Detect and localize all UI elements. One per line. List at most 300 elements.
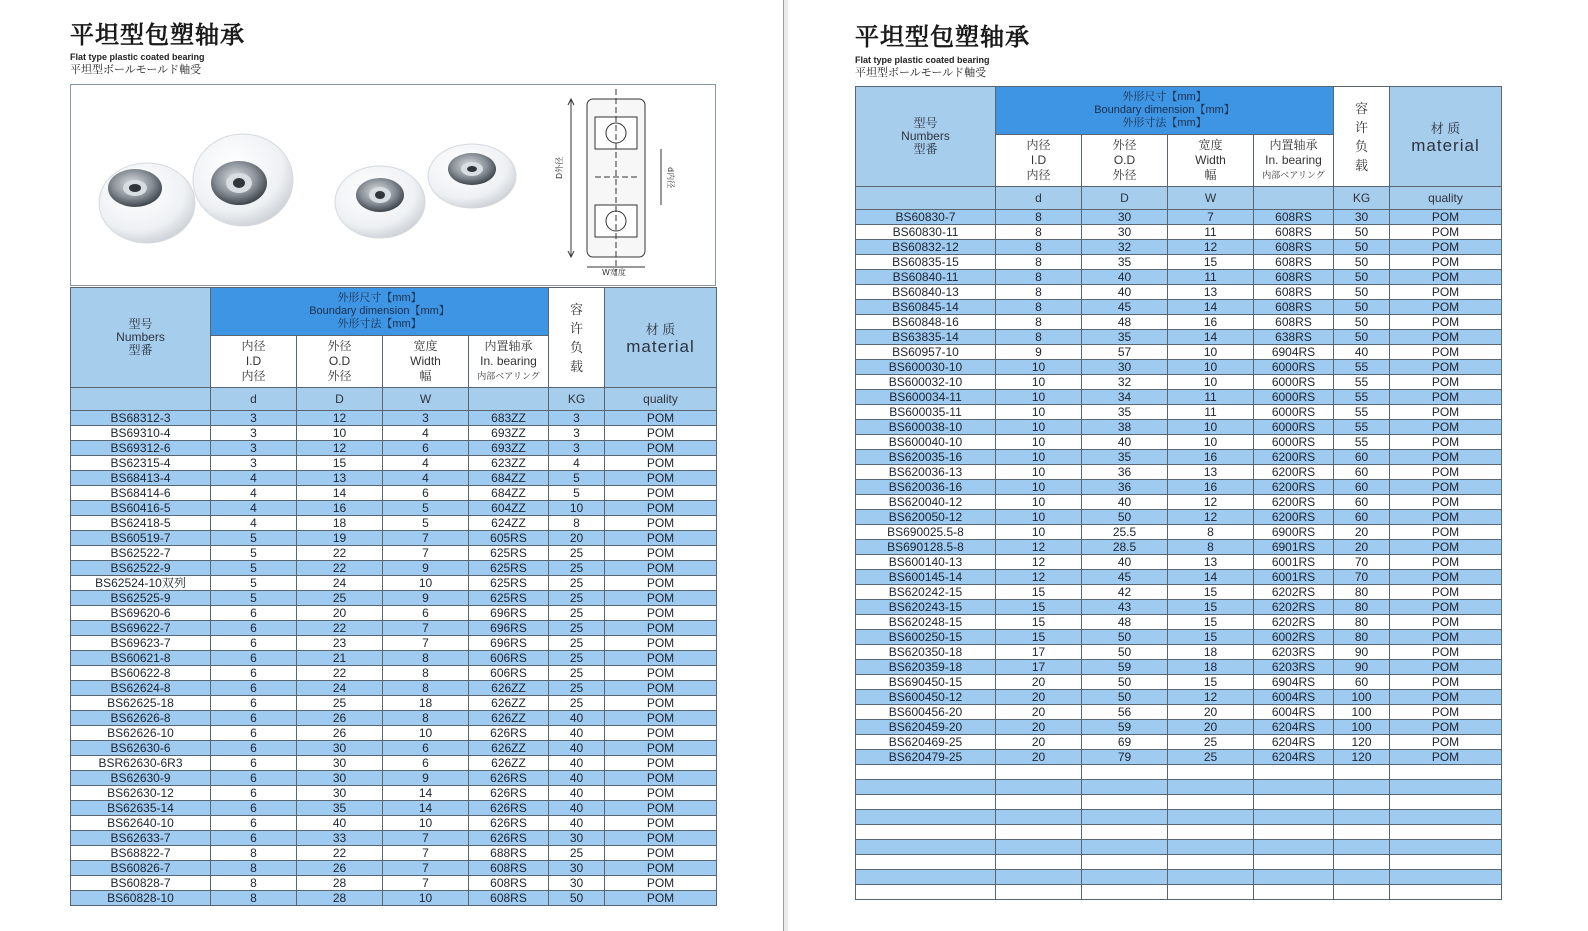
inner-bearing-cell: 6904RS: [1254, 675, 1334, 690]
width-cell: 11: [1168, 270, 1254, 285]
load-kg-cell: 25: [549, 696, 605, 711]
outer-diameter-cell: 32: [1082, 375, 1168, 390]
inner-bearing-cell: 626RS: [469, 801, 549, 816]
empty-table-row: [856, 780, 1502, 795]
material-cell: POM: [605, 711, 717, 726]
material-cell: POM: [605, 861, 717, 876]
outer-diameter-cell: 24: [297, 576, 383, 591]
inner-bearing-cell: 625RS: [469, 546, 549, 561]
empty-cell: [856, 825, 996, 840]
unit-W: W: [383, 388, 469, 411]
inner-bearing-cell: 6202RS: [1254, 585, 1334, 600]
inner-diameter-cell: 5: [211, 561, 297, 576]
empty-cell: [856, 795, 996, 810]
width-cell: 10: [1168, 345, 1254, 360]
empty-cell: [1390, 765, 1502, 780]
load-kg-cell: 20: [1334, 540, 1390, 555]
inner-diameter-cell: 12: [996, 570, 1082, 585]
model-number-cell: BS690450-15: [856, 675, 996, 690]
material-cell: POM: [605, 651, 717, 666]
empty-cell: [1082, 810, 1168, 825]
width-cell: 15: [1168, 615, 1254, 630]
outer-diameter-cell: 30: [1082, 225, 1168, 240]
load-kg-cell: 30: [1334, 210, 1390, 225]
model-number-cell: BS68414-6: [71, 486, 211, 501]
inner-bearing-cell: 684ZZ: [469, 486, 549, 501]
table-row: [71, 546, 717, 561]
outer-diameter-cell: 50: [1082, 675, 1168, 690]
width-cell: 8: [1168, 525, 1254, 540]
load-kg-cell: 5: [549, 471, 605, 486]
outer-diameter-cell: 40: [1082, 435, 1168, 450]
inner-diameter-cell: 6: [211, 651, 297, 666]
empty-table-row: [856, 810, 1502, 825]
model-number-cell: BS620036-16: [856, 480, 996, 495]
empty-cell: [1082, 780, 1168, 795]
model-number-cell: BS600250-15: [856, 630, 996, 645]
table-row: [71, 741, 717, 756]
outer-diameter-cell: 24: [297, 681, 383, 696]
table-row: [856, 555, 1502, 570]
material-cell: POM: [1390, 255, 1502, 270]
load-kg-cell: 10: [549, 501, 605, 516]
inner-diameter-cell: 6: [211, 696, 297, 711]
table-row: [856, 750, 1502, 765]
outer-diameter-cell: 36: [1082, 465, 1168, 480]
empty-cell: [1390, 840, 1502, 855]
unit-blank: [71, 388, 211, 411]
inner-diameter-cell: 20: [996, 690, 1082, 705]
inner-diameter-cell: 10: [996, 420, 1082, 435]
inner-bearing-cell: 6202RS: [1254, 600, 1334, 615]
table-row: [856, 480, 1502, 495]
table-row: [856, 345, 1502, 360]
empty-table-row: [856, 795, 1502, 810]
material-cell: POM: [605, 636, 717, 651]
table-row: [856, 525, 1502, 540]
empty-cell: [1254, 870, 1334, 885]
empty-cell: [1390, 810, 1502, 825]
material-cell: POM: [1390, 660, 1502, 675]
outer-diameter-cell: 30: [297, 756, 383, 771]
material-cell: POM: [605, 426, 717, 441]
empty-cell: [1254, 810, 1334, 825]
empty-cell: [1390, 870, 1502, 885]
inner-bearing-cell: 6204RS: [1254, 735, 1334, 750]
material-cell: POM: [1390, 525, 1502, 540]
inner-bearing-cell: 638RS: [1254, 330, 1334, 345]
empty-cell: [1082, 870, 1168, 885]
width-cell: 10: [383, 726, 469, 741]
width-cell: 8: [383, 666, 469, 681]
model-number-cell: BS620248-15: [856, 615, 996, 630]
material-cell: POM: [1390, 300, 1502, 315]
width-cell: 12: [1168, 510, 1254, 525]
unit-quality: quality: [605, 388, 717, 411]
width-cell: 4: [383, 426, 469, 441]
outer-diameter-cell: 35: [1082, 330, 1168, 345]
width-cell: 18: [1168, 660, 1254, 675]
material-cell: POM: [1390, 630, 1502, 645]
model-number-cell: BS60830-7: [856, 210, 996, 225]
width-cell: 20: [1168, 705, 1254, 720]
table-row: [71, 801, 717, 816]
load-kg-cell: 3: [549, 426, 605, 441]
outer-diameter-cell: 30: [297, 786, 383, 801]
load-kg-cell: 25: [549, 561, 605, 576]
inner-bearing-cell: 626RS: [469, 771, 549, 786]
unit-W: W: [1168, 187, 1254, 210]
inner-bearing-cell: 624ZZ: [469, 516, 549, 531]
outer-diameter-cell: 30: [1082, 210, 1168, 225]
outer-diameter-cell: 50: [1082, 630, 1168, 645]
material-cell: POM: [1390, 570, 1502, 585]
empty-cell: [856, 840, 996, 855]
width-cell: 3: [383, 411, 469, 426]
table-row: [856, 585, 1502, 600]
material-cell: POM: [605, 486, 717, 501]
load-kg-cell: 50: [549, 891, 605, 906]
inner-bearing-header: 内置轴承 In. bearing 内部ベアリング: [1254, 135, 1334, 187]
width-cell: 10: [1168, 360, 1254, 375]
inner-bearing-cell: 626RS: [469, 786, 549, 801]
table-row: [856, 225, 1502, 240]
inner-diameter-cell: 6: [211, 666, 297, 681]
load-kg-cell: 30: [549, 831, 605, 846]
inner-diameter-cell: 8: [996, 225, 1082, 240]
width-cell: 7: [383, 636, 469, 651]
load-kg-cell: 40: [549, 711, 605, 726]
inner-diameter-cell: 15: [996, 585, 1082, 600]
width-cell: 15: [1168, 585, 1254, 600]
outer-diameter-cell: 30: [297, 741, 383, 756]
table-row: [856, 330, 1502, 345]
outer-diameter-cell: 23: [297, 636, 383, 651]
width-cell: 8: [383, 711, 469, 726]
outer-diameter-cell: 35: [1082, 450, 1168, 465]
model-number-cell: BS600034-11: [856, 390, 996, 405]
model-number-cell: BS60519-7: [71, 531, 211, 546]
table-row: [856, 630, 1502, 645]
model-number-cell: BS62640-10: [71, 816, 211, 831]
outer-diameter-cell: 40: [1082, 495, 1168, 510]
material-cell: POM: [1390, 225, 1502, 240]
model-number-cell: BS68312-3: [71, 411, 211, 426]
empty-cell: [996, 855, 1082, 870]
material-cell: POM: [605, 786, 717, 801]
table-row: [856, 735, 1502, 750]
boundary-dimension-header: 外形尺寸【mm】 Boundary dimension【mm】 外形寸法【mm】: [996, 87, 1334, 135]
outer-diameter-cell: 28: [297, 876, 383, 891]
product-image-panel: [70, 84, 716, 286]
inner-bearing-cell: 6203RS: [1254, 660, 1334, 675]
table-row: [71, 846, 717, 861]
load-kg-cell: 4: [549, 456, 605, 471]
model-number-cell: BS690128.5-8: [856, 540, 996, 555]
material-cell: POM: [1390, 690, 1502, 705]
material-cell: POM: [1390, 555, 1502, 570]
empty-cell: [1254, 885, 1334, 900]
empty-cell: [1254, 765, 1334, 780]
table-row: [856, 675, 1502, 690]
diagram-label-D: D外径: [555, 156, 564, 179]
table-row: [856, 255, 1502, 270]
load-kg-cell: 25: [549, 621, 605, 636]
inner-bearing-cell: 626RS: [469, 816, 549, 831]
empty-cell: [996, 825, 1082, 840]
diagram-label-W: W宽度: [602, 268, 626, 277]
model-number-cell: BS620243-15: [856, 600, 996, 615]
width-cell: 7: [1168, 210, 1254, 225]
width-cell: 4: [383, 471, 469, 486]
bearing-product-photo: [71, 85, 715, 285]
material-cell: POM: [1390, 645, 1502, 660]
table-row: [71, 771, 717, 786]
load-kg-cell: 20: [549, 531, 605, 546]
material-cell: POM: [1390, 210, 1502, 225]
page-subtitle-japanese: 平坦型ボールモールド軸受: [70, 64, 202, 76]
width-cell: 14: [383, 801, 469, 816]
table-row: [856, 360, 1502, 375]
model-number-cell: BS60826-7: [71, 861, 211, 876]
load-kg-cell: 60: [1334, 675, 1390, 690]
width-cell: 7: [383, 531, 469, 546]
outer-diameter-cell: 35: [297, 801, 383, 816]
empty-cell: [1334, 885, 1390, 900]
material-cell: POM: [605, 441, 717, 456]
material-cell: POM: [1390, 240, 1502, 255]
model-number-cell: BS62626-10: [71, 726, 211, 741]
load-kg-cell: 55: [1334, 390, 1390, 405]
model-number-cell: BS620242-15: [856, 585, 996, 600]
outer-diameter-cell: 22: [297, 846, 383, 861]
outer-diameter-cell: 35: [1082, 405, 1168, 420]
load-kg-cell: 50: [1334, 285, 1390, 300]
load-kg-cell: 50: [1334, 270, 1390, 285]
inner-diameter-cell: 10: [996, 435, 1082, 450]
material-cell: POM: [1390, 510, 1502, 525]
inner-diameter-cell: 6: [211, 621, 297, 636]
outer-diameter-header: 外径 O.D 外径: [297, 336, 383, 388]
table-row: [71, 756, 717, 771]
material-cell: POM: [1390, 600, 1502, 615]
table-row: [856, 435, 1502, 450]
table-row: [71, 456, 717, 471]
load-kg-cell: 20: [1334, 525, 1390, 540]
inner-diameter-cell: 8: [996, 330, 1082, 345]
inner-diameter-cell: 8: [996, 300, 1082, 315]
table-header: [71, 288, 717, 411]
inner-diameter-cell: 10: [996, 405, 1082, 420]
inner-bearing-cell: 608RS: [1254, 240, 1334, 255]
outer-diameter-cell: 18: [297, 516, 383, 531]
material-cell: POM: [1390, 585, 1502, 600]
load-kg-cell: 25: [549, 606, 605, 621]
table-row: [71, 876, 717, 891]
empty-cell: [1082, 840, 1168, 855]
inner-diameter-cell: 6: [211, 726, 297, 741]
model-number-cell: BS62522-9: [71, 561, 211, 576]
empty-table-row: [856, 870, 1502, 885]
outer-diameter-cell: 22: [297, 546, 383, 561]
width-cell: 7: [383, 846, 469, 861]
bearing-wheel-icon: [428, 144, 516, 208]
width-cell: 6: [383, 741, 469, 756]
table-row: [856, 615, 1502, 630]
page-subtitle-english: Flat type plastic coated bearing: [70, 52, 205, 62]
material-cell: POM: [605, 546, 717, 561]
inner-diameter-cell: 8: [996, 240, 1082, 255]
empty-cell: [1254, 795, 1334, 810]
load-kg-cell: 40: [1334, 345, 1390, 360]
outer-diameter-cell: 16: [297, 501, 383, 516]
load-kg-cell: 80: [1334, 585, 1390, 600]
inner-bearing-cell: 6200RS: [1254, 510, 1334, 525]
inner-bearing-cell: 6202RS: [1254, 615, 1334, 630]
width-cell: 10: [1168, 420, 1254, 435]
inner-diameter-cell: 17: [996, 645, 1082, 660]
model-number-cell: BS62633-7: [71, 831, 211, 846]
empty-cell: [996, 810, 1082, 825]
unit-D: D: [297, 388, 383, 411]
outer-diameter-cell: 56: [1082, 705, 1168, 720]
material-cell: POM: [1390, 270, 1502, 285]
inner-diameter-cell: 4: [211, 471, 297, 486]
load-kg-cell: 60: [1334, 510, 1390, 525]
inner-bearing-cell: 684ZZ: [469, 471, 549, 486]
outer-diameter-cell: 14: [297, 486, 383, 501]
inner-bearing-cell: 608RS: [1254, 255, 1334, 270]
inner-bearing-cell: 6000RS: [1254, 375, 1334, 390]
width-cell: 8: [1168, 540, 1254, 555]
outer-diameter-cell: 13: [297, 471, 383, 486]
empty-cell: [996, 765, 1082, 780]
width-cell: 11: [1168, 405, 1254, 420]
table-row: [856, 510, 1502, 525]
inner-bearing-cell: 605RS: [469, 531, 549, 546]
material-cell: POM: [1390, 420, 1502, 435]
material-cell: POM: [605, 666, 717, 681]
inner-diameter-cell: 5: [211, 546, 297, 561]
model-number-cell: BS62525-9: [71, 591, 211, 606]
inner-diameter-cell: 8: [996, 210, 1082, 225]
outer-diameter-cell: 25: [297, 591, 383, 606]
width-cell: 25: [1168, 735, 1254, 750]
table-row: [856, 660, 1502, 675]
material-header: 材 质 material: [605, 288, 717, 388]
inner-bearing-cell: 6204RS: [1254, 750, 1334, 765]
width-cell: 15: [1168, 600, 1254, 615]
table-row: [71, 576, 717, 591]
inner-bearing-cell: 6002RS: [1254, 630, 1334, 645]
width-cell: 15: [1168, 675, 1254, 690]
width-cell: 6: [383, 756, 469, 771]
width-cell: 14: [1168, 300, 1254, 315]
width-cell: 12: [1168, 495, 1254, 510]
empty-cell: [856, 780, 996, 795]
outer-diameter-cell: 57: [1082, 345, 1168, 360]
material-cell: POM: [605, 471, 717, 486]
empty-table-row: [856, 855, 1502, 870]
empty-cell: [996, 780, 1082, 795]
model-number-cell: BS620036-13: [856, 465, 996, 480]
width-cell: 12: [1168, 240, 1254, 255]
model-number-cell: BS63835-14: [856, 330, 996, 345]
empty-table-row: [856, 885, 1502, 900]
bearing-wheel-icon: [193, 134, 293, 226]
model-number-cell: BS62315-4: [71, 456, 211, 471]
load-kg-cell: 100: [1334, 720, 1390, 735]
inner-bearing-cell: 626ZZ: [469, 756, 549, 771]
load-kg-cell: 40: [549, 756, 605, 771]
table-row: [71, 411, 717, 426]
outer-diameter-cell: 43: [1082, 600, 1168, 615]
inner-bearing-cell: 6001RS: [1254, 555, 1334, 570]
material-cell: POM: [605, 531, 717, 546]
empty-cell: [1168, 765, 1254, 780]
outer-diameter-cell: 59: [1082, 660, 1168, 675]
width-cell: 13: [1168, 465, 1254, 480]
load-kg-cell: 90: [1334, 645, 1390, 660]
outer-diameter-cell: 40: [1082, 285, 1168, 300]
table-row: [856, 405, 1502, 420]
material-cell: POM: [605, 726, 717, 741]
inner-bearing-cell: 693ZZ: [469, 426, 549, 441]
outer-diameter-cell: 25: [297, 696, 383, 711]
model-number-cell: BS60828-7: [71, 876, 211, 891]
outer-diameter-cell: 50: [1082, 510, 1168, 525]
inner-diameter-cell: 4: [211, 486, 297, 501]
width-cell: 6: [383, 486, 469, 501]
load-kg-cell: 40: [549, 801, 605, 816]
inner-bearing-cell: 625RS: [469, 576, 549, 591]
inner-bearing-cell: 6904RS: [1254, 345, 1334, 360]
outer-diameter-cell: 26: [297, 726, 383, 741]
model-number-cell: BS62624-8: [71, 681, 211, 696]
model-number-cell: BS62625-18: [71, 696, 211, 711]
width-cell: 9: [383, 561, 469, 576]
inner-bearing-cell: 626ZZ: [469, 711, 549, 726]
inner-diameter-cell: 6: [211, 711, 297, 726]
table-row: [856, 540, 1502, 555]
inner-bearing-cell: 608RS: [469, 876, 549, 891]
load-kg-cell: 30: [549, 861, 605, 876]
load-kg-cell: 50: [1334, 225, 1390, 240]
inner-diameter-cell: 6: [211, 771, 297, 786]
inner-diameter-cell: 10: [996, 495, 1082, 510]
inner-diameter-cell: 5: [211, 576, 297, 591]
width-cell: 7: [383, 831, 469, 846]
inner-bearing-cell: 6000RS: [1254, 390, 1334, 405]
table-row: [856, 300, 1502, 315]
load-kg-cell: 80: [1334, 600, 1390, 615]
model-number-cell: BS62630-6: [71, 741, 211, 756]
empty-cell: [856, 765, 996, 780]
inner-diameter-cell: 12: [996, 540, 1082, 555]
model-number-cell: BS620479-25: [856, 750, 996, 765]
material-cell: POM: [605, 831, 717, 846]
table-row: [856, 690, 1502, 705]
page-subtitle-japanese: 平坦型ボールモールド軸受: [855, 67, 987, 79]
empty-cell: [1334, 825, 1390, 840]
table-row: [856, 270, 1502, 285]
inner-diameter-cell: 10: [996, 510, 1082, 525]
load-kg-cell: 90: [1334, 660, 1390, 675]
model-number-cell: BS62524-10双列: [71, 576, 211, 591]
width-cell: 14: [1168, 570, 1254, 585]
inner-diameter-cell: 20: [996, 720, 1082, 735]
width-cell: 4: [383, 456, 469, 471]
